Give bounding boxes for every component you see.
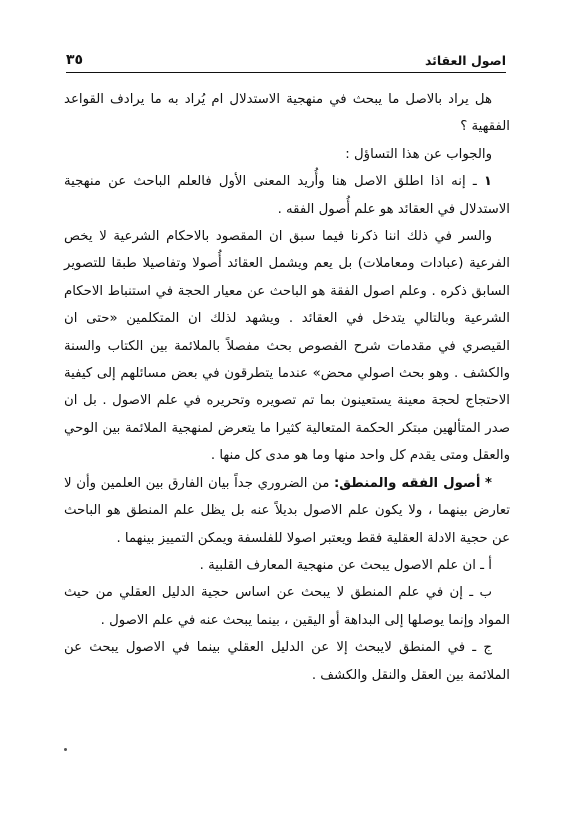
paragraph-text: ـ إنه اذا اطلق الاصل هنا وأُريد المعنى الأول فالعلم الباحث عن منهجية الاستدلال في العقائد هو علم أُصول الفقه . [64,174,510,217]
paragraph [64,168,510,223]
list-item: ب ـ إن في علم المنطق لا يبحث عن اساس حجية الدليل العقلي من حيث المواد وإنما يوصلها إلى البداهة أو اليقين ، بينما يبحث عنه في علم الاصول . [64,585,510,628]
asterisk-marker: * [485,475,492,491]
body-text [64,86,510,689]
page-number: ٣٥ [66,52,84,68]
page-mark [64,748,67,751]
paragraph-number: ١ [483,174,492,190]
running-title: اصول العقائد [424,53,506,68]
paragraph: والسر في ذلك اننا ذكرنا فيما سبق ان المقصود بالاحكام الشرعية لا يخص الفرعية (عبادات ومعاملات) بل يعم ويشمل العقائد أُصولا وتفاصيلا طبقا للتصوير السابق ذكره . وعلم اصول الفقة هو الباحث عن معيار الحجة في استنباط الاحكام الشرعية وبالتالي يتدخل في العقائد . ويشهد لذلك ان المتكلمين «حتى ان القيصري في مقدمات شرح الفصوص بحث مفصلاً بالملائمة بين الكتاب والسنة والكشف . وهو بحث اصولي محض» عندما يتطرقون في بعض مسائلهم إلى كيفية الاحتجاج لحجة معينة يستعينون بما تم تصويره وتحريره في علم الاصول . بل ان صدر المتألهين مبتكر الحكمة المتعالية كثيرا ما يتعرض لمنهجية الملائمة بين الوحي والعقل ومتى يقدم كل واحد منها وما هو مدى كل منها . [64,229,510,464]
header-rule [66,72,506,73]
paragraph-text: من الضروري جداً بيان الفارق بين العلمين وأن لا تعارض بينهما ، ولا يكون علم الاصول بديلاً عنه بل يظل علم المنطق هو الباحث عن حجية الادلة العقلية فقط ويعتبر اصولا للفلسفة ويمكن التمييز بينهما . [64,475,510,546]
list-item: أ ـ ان علم الاصول يبحث عن منهجية المعارف القلبية . [199,557,492,573]
paragraph [64,470,510,552]
section-heading: أصول الفقه والمنطق: [333,475,481,491]
paragraph: هل يراد بالاصل ما يبحث في منهجية الاستدلال ام يُراد به ما يرادف القواعد الفقهية ؟ [64,92,510,135]
paragraph: والجواب عن هذا التساؤل : [345,146,492,162]
list-item: ج ـ في المنطق لايبحث إلا عن الدليل العقلي بينما في الاصول يبحث عن الملائمة بين العقل والنقل والكشف . [64,640,510,683]
running-header [66,46,506,68]
